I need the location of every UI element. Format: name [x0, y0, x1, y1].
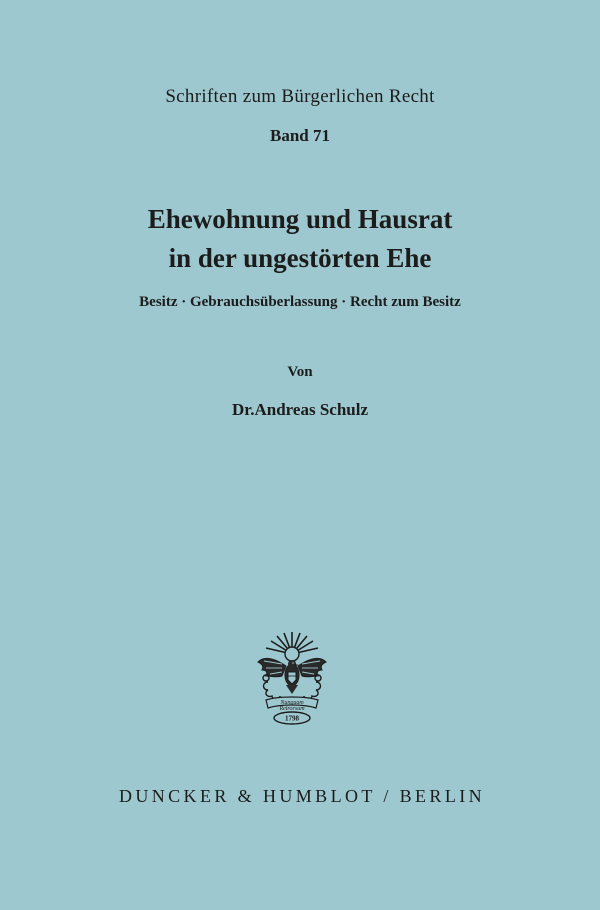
book-subtitle: Besitz · Gebrauchsüberlassung · Recht zum Besitz: [139, 294, 461, 310]
series-title: Schriften zum Bürgerlichen Recht: [165, 86, 435, 107]
book-title-line-2: in der ungestörten Ehe: [168, 243, 432, 273]
book-title-line-1: Ehewohnung und Hausrat: [147, 204, 453, 234]
author-name: Dr.Andreas Schulz: [231, 400, 369, 419]
publisher-name: DUNCKER & HUMBLOT / BERLIN: [118, 786, 486, 806]
emblem-ribbon-text-2: Retrorsum: [279, 706, 305, 712]
by-label: Von: [287, 364, 313, 380]
emblem-ribbon-text-1: Nunquam: [280, 700, 304, 706]
volume-number: Band 71: [270, 126, 330, 145]
emblem-year: 1798: [285, 714, 299, 723]
publisher-eagle-emblem-icon: [252, 628, 332, 726]
